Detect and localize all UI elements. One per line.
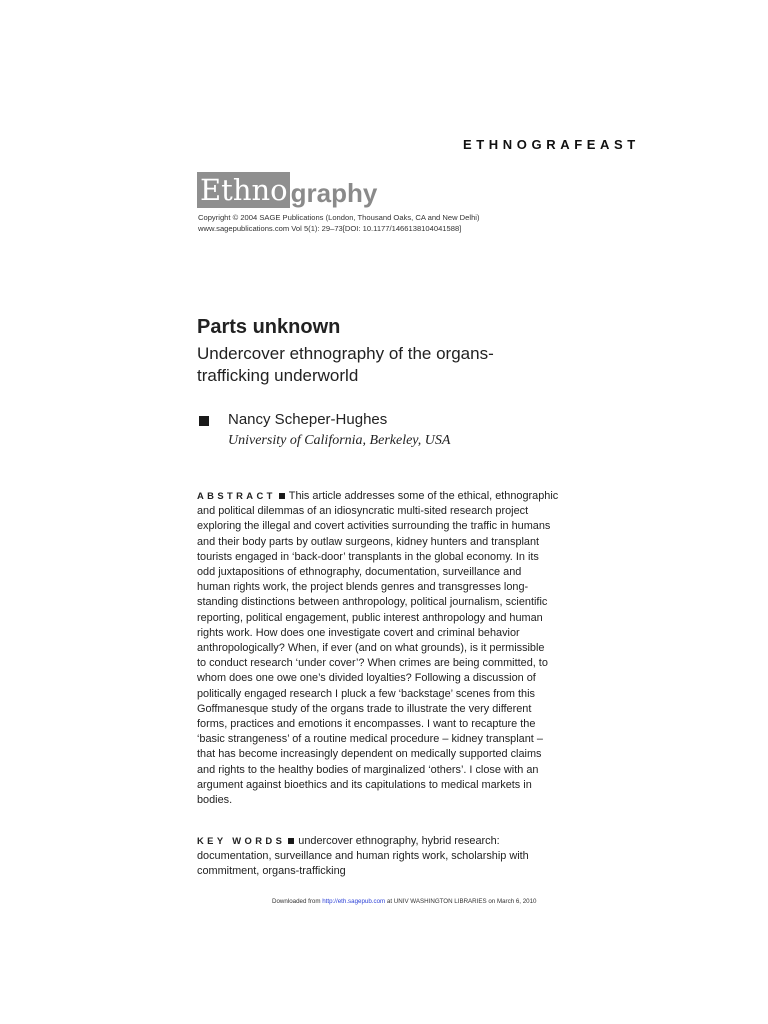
abstract-line: anthropologically? When, if ever (and on what grounds), is it permissible xyxy=(197,642,545,655)
author-bullet-icon xyxy=(199,416,209,426)
abstract-line: and political dilemmas of an idiosyncratic multi-sited research project xyxy=(197,505,529,518)
square-bullet-icon xyxy=(279,493,285,499)
article-subtitle: Undercover ethnography of the organs-trafficking underworld xyxy=(197,344,494,385)
abstract-line: Goffmanesque study of the organs trade to illustrate the very different xyxy=(197,702,532,715)
abstract-line: whom does one owe one’s divided loyalties? Following a discussion of xyxy=(197,672,536,685)
abstract-line: and their body parts by outlaw surgeons, kidney hunters and transplant xyxy=(197,535,540,548)
keywords xyxy=(197,833,577,880)
abstract-line: exploring the illegal and covert activities surrounding the traffic in humans xyxy=(197,520,551,533)
sagepub-link[interactable]: http://eth.sagepub.com xyxy=(322,898,386,905)
abstract-line: and rights to the healthy bodies of marginalized ‘others’. I close with an xyxy=(197,763,539,776)
keywords-label: KEY WORDS xyxy=(197,835,286,846)
copyright-notice xyxy=(198,212,480,234)
keywords-line: KEY WORDS undercover ethnography, hybrid research: xyxy=(197,835,500,847)
journal-logo-graphy: graphy xyxy=(290,178,378,208)
abstract-line: that has become increasingly dependent on medically supported claims xyxy=(197,748,542,761)
abstract-line: standing distinctions between anthropology, political journalism, scientific xyxy=(197,596,548,609)
journal-logo xyxy=(197,171,377,211)
journal-logo-ethno: Ethno xyxy=(197,172,290,208)
keywords-line: documentation, surveillance and human rights work, scholarship with xyxy=(197,850,529,863)
abstract-line: argument against bioethics and its capitulations to medical markets in xyxy=(197,778,532,791)
abstract-line: forms, practices and emotions it encompasses. I want to recapture the xyxy=(197,718,536,731)
abstract xyxy=(197,488,577,808)
abstract-line: reporting, political engagement, public interest anthropology and human xyxy=(197,611,543,624)
keywords-line: commitment, organs-trafficking xyxy=(197,865,346,878)
author-name: Nancy Scheper-Hughes xyxy=(228,411,388,428)
article-title: Parts unknown xyxy=(197,316,341,338)
square-bullet-icon xyxy=(288,838,294,844)
download-note-suffix: at UNIV WASHINGTON LIBRARIES on March 6, 2010 xyxy=(386,898,537,905)
abstract-line: tourists engaged in ‘back-door’ transplants in the global economy. In its xyxy=(197,550,539,563)
copyright-line: Copyright © 2004 SAGE Publications (London, Thousand Oaks, CA and New Delhi) xyxy=(198,213,480,222)
abstract-line: rights work. How does one investigate covert and criminal behavior xyxy=(197,626,520,639)
abstract-label: ABSTRACT xyxy=(197,490,276,501)
download-note-prefix: Downloaded from xyxy=(272,898,321,905)
download-note xyxy=(272,898,537,905)
abstract-line: human rights work, the project blends genres and transgresses long- xyxy=(197,581,529,594)
abstract-line: to conduct research ‘under cover’? When crimes are being committed, to xyxy=(197,657,548,670)
abstract-line: bodies. xyxy=(197,794,233,807)
abstract-line: ‘basic strangeness’ of a routine medical procedure – kidney transplant – xyxy=(197,733,543,746)
section-label: ETHNOGRAFEAST xyxy=(463,137,640,152)
citation-line: www.sagepublications.com Vol 5(1): 29–73[DOI: 10.1177/1466138104041588] xyxy=(198,224,462,233)
abstract-line: ABSTRACT This article addresses some of the ethical, ethnographic xyxy=(197,490,559,502)
abstract-line: odd juxtapositions of ethnography, documentation, surveillance and xyxy=(197,566,522,579)
author-affiliation: University of California, Berkeley, USA xyxy=(228,433,451,448)
abstract-line: politically engaged research I pluck a few ‘backstage’ scenes from this xyxy=(197,687,535,700)
